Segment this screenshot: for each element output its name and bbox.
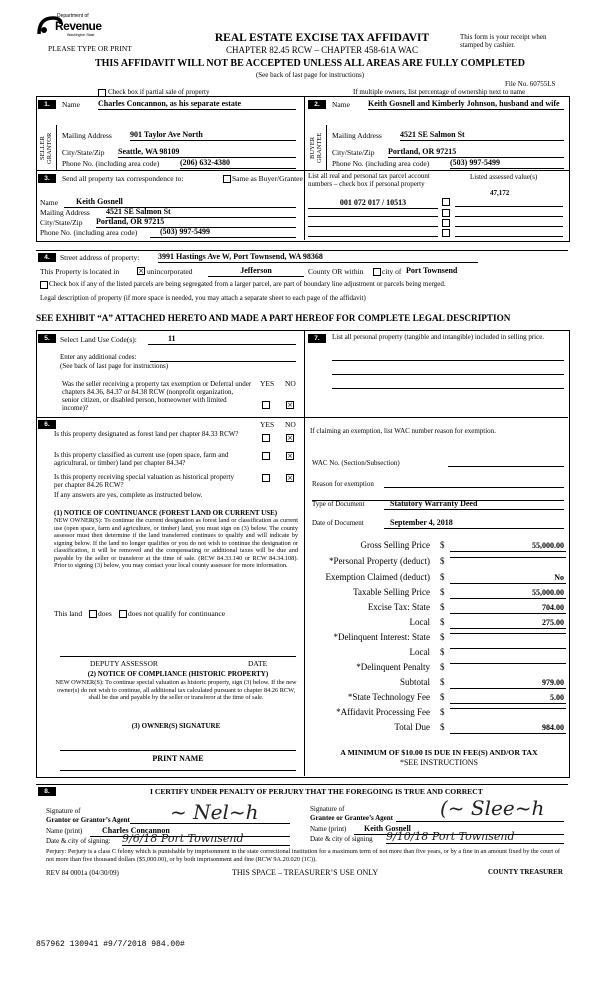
does-qualify-checkbox[interactable] <box>89 610 97 618</box>
fee-dollar-sign: $ <box>440 677 445 687</box>
deputy-assessor-label: DEPUTY ASSESSOR <box>90 659 158 668</box>
perjury-statement <box>46 848 568 863</box>
fee-value[interactable] <box>450 663 566 664</box>
s6-yes-header: YES <box>260 420 275 429</box>
section-3-badge: 3. <box>38 174 56 183</box>
unincorporated-label: unincorporated <box>147 267 193 276</box>
historical-question: Is this property receiving special valuation as historical property per chapter 84.26 RCW? <box>54 473 235 489</box>
land-use-code[interactable]: 11 <box>148 334 296 345</box>
exemption-claim-label: If claiming an exemption, list WAC number reason for exemption. <box>310 427 496 435</box>
historical-yes-checkbox[interactable] <box>262 474 270 482</box>
yes-instruction: If any answers are yes, complete as instructed below. <box>54 491 203 499</box>
buyer-name-label: Name <box>332 100 350 109</box>
rev-number: REV 84 0001a (04/30/09) <box>46 869 119 877</box>
buyer-mail-label: Mailing Address <box>332 131 382 140</box>
unincorporated-checkbox[interactable]: × <box>138 267 144 275</box>
county-or-label: County OR within <box>308 267 364 276</box>
corr-mail-label: Mailing Address <box>40 208 90 217</box>
form-title: REAL ESTATE EXCISE TAX AFFIDAVIT <box>214 32 430 44</box>
section-2-badge: 2. <box>308 100 326 109</box>
does-not-label: does not qualify for continuance <box>128 609 226 618</box>
fee-value[interactable] <box>450 557 566 558</box>
fee-label: Local <box>409 647 430 657</box>
street-label: Street address of property: <box>60 253 140 262</box>
within-city-checkbox[interactable] <box>373 268 381 276</box>
notice-compliance-title: (2) NOTICE OF COMPLIANCE (HISTORIC PROPERTY) <box>87 670 269 678</box>
grantor-name-label: Name (print) <box>46 827 83 835</box>
parcel-1-personal-checkbox[interactable] <box>442 198 450 206</box>
fee-value[interactable] <box>450 708 566 709</box>
grantee-name[interactable]: Keith Gosnell <box>354 824 564 835</box>
seller-mail[interactable]: 901 Taylor Ave North <box>130 130 296 141</box>
exemption-question: Was the seller receiving a property tax exemption or Deferral under chapters 84.36, 84.37 or 84.38 RCW (nonprofit organization, senior citizen, or disabled person, homeowner with limited income)? <box>62 380 252 412</box>
doc-date[interactable]: September 4, 2018 <box>384 518 564 529</box>
seller-name-label: Name <box>62 100 80 109</box>
fee-dollar-sign: $ <box>440 556 445 566</box>
section-1-badge: 1. <box>38 100 56 109</box>
parcel-3-personal-checkbox[interactable] <box>442 219 450 227</box>
grantor-signature: ~ Nel~h <box>170 800 259 824</box>
section-8-badge: 8. <box>38 787 56 796</box>
print-name-label: PRINT NAME <box>152 754 204 763</box>
current-use-question: Is this property classified as current use (open space, farm and agricultural, or timber) land per chapter 84.34? <box>54 451 229 467</box>
minimum-fee-note: A MINIMUM OF $10.00 IS DUE IN FEE(S) AND/OR TAX <box>340 748 538 757</box>
s5-no-header: NO <box>285 379 296 388</box>
receipt-note: This form is your receipt when stamped by cashier. <box>460 33 547 49</box>
seller-name[interactable]: Charles Concannon, as his separate estate <box>98 99 296 110</box>
s6-no-header: NO <box>285 420 296 429</box>
forest-yes-checkbox[interactable] <box>262 434 270 442</box>
fee-dollar-sign: $ <box>440 647 445 657</box>
fee-label: Exemption Claimed (deduct) <box>325 572 430 582</box>
section-5-badge: 5. <box>38 334 56 343</box>
file-number: File No. 60755LS <box>505 80 556 88</box>
county-treasurer-label: COUNTY TREASURER <box>488 868 563 876</box>
fee-label: Total Due <box>394 722 430 732</box>
grantor-name[interactable]: Charles Concannon <box>90 826 290 837</box>
form-chapter: CHAPTER 82.45 RCW – CHAPTER 458-61A WAC <box>226 45 418 55</box>
exemption-no-checkbox[interactable]: × <box>287 401 293 409</box>
see-instructions: *SEE INSTRUCTIONS <box>399 758 478 767</box>
fee-dollar-sign: $ <box>440 617 445 627</box>
fee-dollar-sign: $ <box>440 540 445 550</box>
notice-continuance-title: (1) NOTICE OF CONTINUANCE (FOREST LAND OR CURRENT USE) <box>54 509 278 517</box>
assessed-label: Listed assessed value(s) <box>470 173 538 181</box>
fee-dollar-sign: $ <box>440 602 445 612</box>
parcel-4-personal-checkbox[interactable] <box>442 229 450 237</box>
multiple-owners-note: If multiple owners, list percentage of ownership next to name <box>353 88 526 96</box>
personal-property-label: List all personal property (tangible and intangible) included in selling price. <box>332 333 545 341</box>
doc-type[interactable]: Statutory Warranty Deed <box>384 499 564 510</box>
fee-dollar-sign: $ <box>440 662 445 672</box>
fee-value[interactable]: 55,000.00 <box>450 541 566 552</box>
historical-no-checkbox[interactable]: × <box>287 474 293 482</box>
buyer-mail[interactable]: 4521 SE Salmon St <box>400 130 564 141</box>
buyer-side-label: BUYER GRANTEE <box>309 132 323 164</box>
assessor-date-label: DATE <box>248 659 268 668</box>
fee-value[interactable]: 704.00 <box>450 603 566 614</box>
exemption-yes-checkbox[interactable] <box>262 401 270 409</box>
logo-sub: Washington State <box>67 33 95 37</box>
enter-codes-label: Enter any additional codes: <box>60 353 137 361</box>
assessed-value[interactable]: 47,172 <box>490 189 510 197</box>
current-use-no-checkbox[interactable]: × <box>287 452 293 460</box>
fee-label: *Delinquent Interest: State <box>333 632 430 642</box>
section-4-badge: 4. <box>38 253 56 262</box>
this-land-label: This land <box>54 609 83 618</box>
seller-phone[interactable]: (206) 632-4380 <box>180 158 296 169</box>
fee-dollar-sign: $ <box>440 707 445 717</box>
perjury-text: Perjury: Perjury is a class C felony which is punishable by imprisonment in the state correctional institution for a maximum term of not more than five years, or by a fine in an amount fixed by the court of not more than five thousand dollars ($5,000.00), or by both imprisonment and fine (RCW 9A.20.020 (1C)). <box>46 848 560 863</box>
grantee-date-label: Date & city of signing <box>310 835 373 843</box>
seller-mail-label: Mailing Address <box>62 131 112 140</box>
section-7-badge: 7. <box>308 334 326 343</box>
reason-label: Reason for exemption <box>312 480 374 488</box>
see-back-note: (See back of last page for instructions) <box>255 71 365 79</box>
grantee-sig-label1: Signature of <box>310 805 345 813</box>
fee-value[interactable] <box>450 633 566 634</box>
property-city[interactable]: Port Townsend <box>406 266 458 275</box>
fee-label: Gross Selling Price <box>360 540 430 550</box>
certify-statement: I CERTIFY UNDER PENALTY OF PERJURY THAT THE FOREGOING IS TRUE AND CORRECT <box>150 787 483 796</box>
corr-name[interactable]: Keith Gosnell <box>64 197 296 208</box>
forest-no-checkbox[interactable]: × <box>287 434 293 442</box>
logo-small: Department of <box>57 13 89 19</box>
doc-date-label: Date of Document <box>312 519 364 527</box>
section5-see-back: (See back of last page for instructions) <box>60 362 169 370</box>
fee-label: *Delinquent Penalty <box>356 662 430 672</box>
fee-value[interactable]: No <box>450 573 566 584</box>
section-6-badge: 6. <box>38 420 56 429</box>
grantor-sig-label1: Signature of <box>46 807 81 815</box>
form-warning: THIS AFFIDAVIT WILL NOT BE ACCEPTED UNLESS ALL AREAS ARE FULLY COMPLETED <box>94 58 526 69</box>
current-use-yes-checkbox[interactable] <box>262 452 270 460</box>
land-use-label: Select Land Use Code(s): <box>60 335 137 344</box>
wac-label: WAC No. (Section/Subsection) <box>312 459 400 467</box>
fee-dollar-sign: $ <box>440 632 445 642</box>
same-as-buyer-label: Same as Buyer/Grantee <box>232 174 303 183</box>
revenue-logo <box>35 10 115 46</box>
segregated-label: Check box if any of the listed parcels are being segregated from a larger parcel, are part of boundary line adjustment or parcels being merged. <box>49 280 446 288</box>
grantor-sig-label2: Grantor or Grantor’s Agent <box>46 816 130 824</box>
fee-label: Subtotal <box>399 677 430 687</box>
fee-value[interactable]: 5.00 <box>450 693 566 704</box>
grantor-date-label: Date & city of signing: <box>46 837 111 845</box>
seller-phone-label: Phone No. (including area code) <box>62 159 160 168</box>
same-as-buyer-checkbox[interactable] <box>223 175 231 183</box>
exhibit-a-note: SEE EXHIBIT “A” ATTACHED HERETO AND MADE A PART HEREOF FOR COMPLETE LEGAL DESCRIPTION <box>36 313 511 323</box>
grantee-name-label: Name (print) <box>310 825 347 833</box>
notice-continuance-body: NEW OWNER(S): To continue the current designation as forest land or classification as current use (open space, farm and agriculture, or timber) land, you must sign on (3) below. The county assessor must then determine if the land transferred continues to qualify and will indicate by signing below. If the land no longer qualifies or you do not wish to continue the designation or classification, it will be removed and the compensating or additional taxes will be due and payable by the seller or transferor at the time of sale. (RCW 84.33.140 or RCW 84.34.108). Prior to signing (3) below, you may contact your local county assessor for more information. <box>54 517 298 569</box>
fee-dollar-sign: $ <box>440 692 445 702</box>
treasurer-space-label: THIS SPACE – TREASURER’S USE ONLY <box>232 868 379 877</box>
fee-value[interactable]: 275.00 <box>450 618 566 629</box>
s5-yes-header: YES <box>260 379 275 388</box>
property-street[interactable]: 3991 Hastings Ave W, Port Townsend, WA 98368 <box>158 252 478 263</box>
notice-compliance-body: NEW OWNER(S): To continue special valuation as historic property, sign (3) below. If the new owner(s) do not wish to continue, all additional tax calculated pursuant to chapter 84.26 RCW, shall be due and payable by the seller or transferor at the time of sale. <box>55 679 297 701</box>
parcel-2-personal-checkbox[interactable] <box>442 209 450 217</box>
fee-value[interactable]: 55,000.00 <box>450 588 566 599</box>
corr-phone-label: Phone No. (including area code) <box>40 228 138 237</box>
fee-dollar-sign: $ <box>440 587 445 597</box>
does-label: does <box>98 609 112 618</box>
legal-desc-label: Legal description of property (if more space is needed, you may attach a separate sheet to each page of the affidavit) <box>40 294 366 302</box>
seller-city[interactable]: Seattle, WA 98109 <box>118 147 296 158</box>
treasurer-stamp: 857962 130941 #9/7/2018 984.00# <box>36 940 185 949</box>
seller-side-label: SELLER GRANTOR <box>39 132 53 164</box>
fee-dollar-sign: $ <box>440 572 445 582</box>
fee-dollar-sign: $ <box>440 722 445 732</box>
doc-type-label: Type of Document <box>312 500 365 508</box>
grantee-sig-label2: Grantee or Grantee’s Agent <box>310 814 394 822</box>
corr-city[interactable]: Portland, OR 97215 <box>96 217 296 228</box>
corr-city-label: City/State/Zip <box>40 218 83 227</box>
located-label: This Property is located in <box>40 267 120 276</box>
fee-label: *Affidavit Processing Fee <box>336 707 430 717</box>
fee-value[interactable] <box>450 648 566 649</box>
corr-name-label: Name <box>40 198 58 207</box>
corr-mail[interactable]: 4521 SE Salmon St <box>106 207 296 218</box>
buyer-phone[interactable]: (503) 997-5499 <box>450 158 564 169</box>
fee-value[interactable]: 984.00 <box>450 723 566 734</box>
buyer-phone-label: Phone No. (including area code) <box>332 159 430 168</box>
forest-land-question: Is this property designated as forest land per chapter 84.33 RCW? <box>54 430 239 438</box>
fee-label: *State Technology Fee <box>347 692 430 702</box>
fee-label: Taxable Selling Price <box>353 587 430 597</box>
buyer-city-label: City/State/Zip <box>332 148 375 157</box>
parcel-label: List all real and personal tax parcel account numbers – check box if personal property <box>308 172 430 188</box>
does-not-qualify-checkbox[interactable] <box>119 610 127 618</box>
correspondence-label: Send all property tax correspondence to: <box>62 174 184 183</box>
fee-label: *Personal Property (deduct) <box>329 556 430 566</box>
grantee-signature: (~ Slee~h <box>440 796 545 820</box>
seller-city-label: City/State/Zip <box>62 148 105 157</box>
buyer-name[interactable]: Keith Gosnell and Kimberly Johnson, husband and wife <box>368 99 564 110</box>
please-type: PLEASE TYPE OR PRINT <box>48 44 132 53</box>
owner-signature-label: (3) OWNER(S) SIGNATURE <box>131 722 221 730</box>
city-of-label: city of <box>382 267 402 276</box>
fee-value[interactable]: 979.00 <box>450 678 566 689</box>
logo-main: Revenue <box>55 19 102 33</box>
partial-sale-label: Check box if partial sale of property <box>108 88 210 96</box>
grantor-date[interactable]: 9/6/18 Port Townsend <box>122 832 290 846</box>
segregated-checkbox[interactable] <box>40 281 48 289</box>
corr-phone[interactable]: (503) 997-5499 <box>150 227 296 238</box>
property-county[interactable]: Jefferson <box>208 266 304 277</box>
fee-label: Excise Tax: State <box>367 602 430 612</box>
grantee-date[interactable]: 9/10/18 Port Townsend <box>386 830 564 844</box>
buyer-city[interactable]: Portland, OR 97215 <box>388 147 564 158</box>
fee-label: Local <box>409 617 430 627</box>
parcel-number[interactable]: 001 072 017 / 10513 <box>308 198 438 209</box>
